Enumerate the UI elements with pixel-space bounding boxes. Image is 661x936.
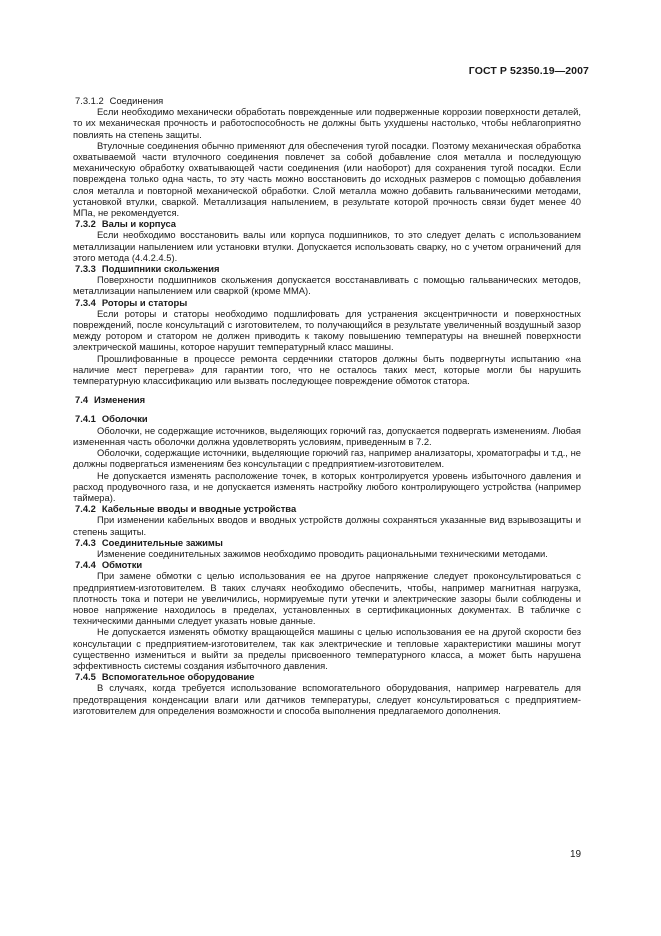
paragraph: Прошлифованные в процессе ремонта сердечники статоров должны быть подвергнуты испытанию «на наличие мест перегрева» для гарантии того, что не осталось таких мест, которые могли бы нарушить температурную классификацию или вызвать последующее повреждение обмоток статора. — [73, 352, 581, 387]
paragraph: В случаях, когда требуется использование вспомогательного оборудования, например нагреватель для предотвращения конденсации влаги или датчиков температуры, следует консультироваться с предприятием-изготовителем для определения возможности и способа выполнения предлагаемого дополнения. — [73, 682, 581, 716]
section-number: 7.3.4 — [75, 296, 96, 308]
standard-code: ГОСТ Р 52350.19—2007 — [468, 65, 589, 77]
heading-7-3-3 — [73, 263, 581, 274]
section-title: Кабельные вводы и вводные устройства — [101, 503, 297, 515]
paragraph: Если необходимо механически обработать поврежденные или подверженные коррозии поверхности деталей, то их механическая прочность и работоспособность не должны быть ухудшены настолько, чтобы неблагоприятно повлиять на степень защиты. — [73, 106, 581, 140]
section-number: 7.4.4 — [75, 559, 96, 571]
page-content — [73, 95, 581, 716]
heading-7-4-2 — [73, 503, 581, 514]
paragraph: Оболочки, содержащие источники, выделяющие горючий газ, например анализаторы, хроматографы и т.д., не должны подвергаться изменениям без консультации с предприятием-изготовителем. — [73, 447, 581, 470]
section-number: 7.4.5 — [75, 671, 96, 683]
section-title: Соединительные зажимы — [101, 536, 223, 548]
paragraph: Не допускается изменять обмотку вращающейся машины с целью использования ее на другой скорости без консультации с предприятием-изготовителем, так как электрические и тепловые характеристики машины могут существенно измениться и выйти за пределы присвоенного температурного класса, а может быть нарушена эффективность системы создания избыточного давления. — [73, 626, 581, 671]
heading-7-3-2 — [73, 218, 581, 229]
heading-7-4 — [73, 394, 581, 405]
heading-7-4-5 — [73, 671, 581, 682]
paragraph: Если роторы и статоры необходимо подшлифовать для устранения эксцентричности и поверхностных повреждений, после консультаций с изготовителем, то получающийся в результате увеличенный воздушный зазор между ротором и статором не должен приводить к такому повышению температуры на внешней поверхности электрической машины, которое нарушит температурный класс машины. — [73, 307, 581, 353]
paragraph: Втулочные соединения обычно применяют для обеспечения тугой посадки. Поэтому механическая обработка охватываемой части втулочного соединения повлечет за собой добавление слоя металла и последующую механическую обработку охватывающей части соединения (или наоборот) для сохранения тугой посадки. Если повреждена только одна часть, то эту часть можно восстановить до исходных размеров с помощью добавления слоя металла и повторной механической обработки. Слой металла можно добавить гальваническими методами, установкой втулки, сваркой. Металлизация напылением, в результате которой прочность связи будет менее 40 МПа, не рекомендуется. — [73, 139, 581, 219]
page-number: 19 — [570, 849, 582, 860]
paragraph: Не допускается изменять расположение точек, в которых контролируется уровень избыточного давления и расход продувочного газа, и не допускается изменять настройку любого контролирующего устройства (например таймера). — [73, 469, 581, 503]
section-title: Роторы и статоры — [101, 296, 188, 308]
section-title: Обмотки — [101, 559, 143, 571]
section-title: Валы и корпуса — [101, 218, 176, 230]
paragraph: Оболочки, не содержащие источников, выделяющих горючий газ, допускается подвергать изменениям. Любая измененная часть оболочки должна удовлетворять условиям, приведенным в 7.2. — [73, 424, 581, 447]
section-title: Оболочки — [101, 413, 148, 425]
paragraph: Изменение соединительных зажимов необходимо проводить рациональными техническими методами. — [97, 547, 548, 559]
paragraph: При изменении кабельных вводов и вводных устройств должны сохраняться указанные вид взрывозащиты и степень защиты. — [73, 514, 581, 537]
heading-7-4-4 — [73, 559, 581, 570]
section-number: 7.4 — [75, 394, 89, 406]
section-number: 7.3.2 — [75, 218, 96, 230]
paragraph: Поверхности подшипников скольжения допускается восстанавливать с помощью гальванических методов, металлизации напылением или сваркой (кроме ММА). — [73, 274, 581, 297]
heading-7-4-1 — [73, 413, 581, 424]
section-title: Вспомогательное оборудование — [101, 671, 255, 683]
section-title: Подшипники скольжения — [101, 263, 220, 275]
section-title: Изменения — [94, 394, 146, 406]
paragraph: При замене обмотки с целью использования ее на другое напряжение следует проконсультироваться с предприятием-изготовителем. В таких случаях необходимо обеспечить, чтобы, например магнитная нагрузка, плотность тока и потери не увеличились, нормируемые пути утечки и электрические зазоры были соблюдены и новое напряжение находилось в пределах, установленных в сертификационных документах. В табличке с техническими данными следует указать новые данные. — [73, 570, 581, 627]
heading-7-4-3 — [73, 537, 581, 548]
section-number: 7.3.1.2 — [75, 95, 104, 106]
section-number: 7.4.2 — [75, 503, 96, 515]
section-number: 7.4.3 — [75, 536, 96, 548]
section-gap — [73, 386, 581, 394]
section-title: Соединения — [109, 95, 164, 106]
paragraph: Если необходимо восстановить валы или корпуса подшипников, то это следует делать с использованием металлизации напылением или установки втулки. Допускается использовать сварку, но с учетом ограничений для этого метода (4.4.2.4.5). — [73, 229, 581, 263]
heading-7-3-1-2 — [73, 95, 581, 106]
heading-7-3-4 — [73, 297, 581, 308]
section-number: 7.3.3 — [75, 263, 96, 275]
section-gap — [73, 405, 581, 413]
section-number: 7.4.1 — [75, 413, 96, 425]
